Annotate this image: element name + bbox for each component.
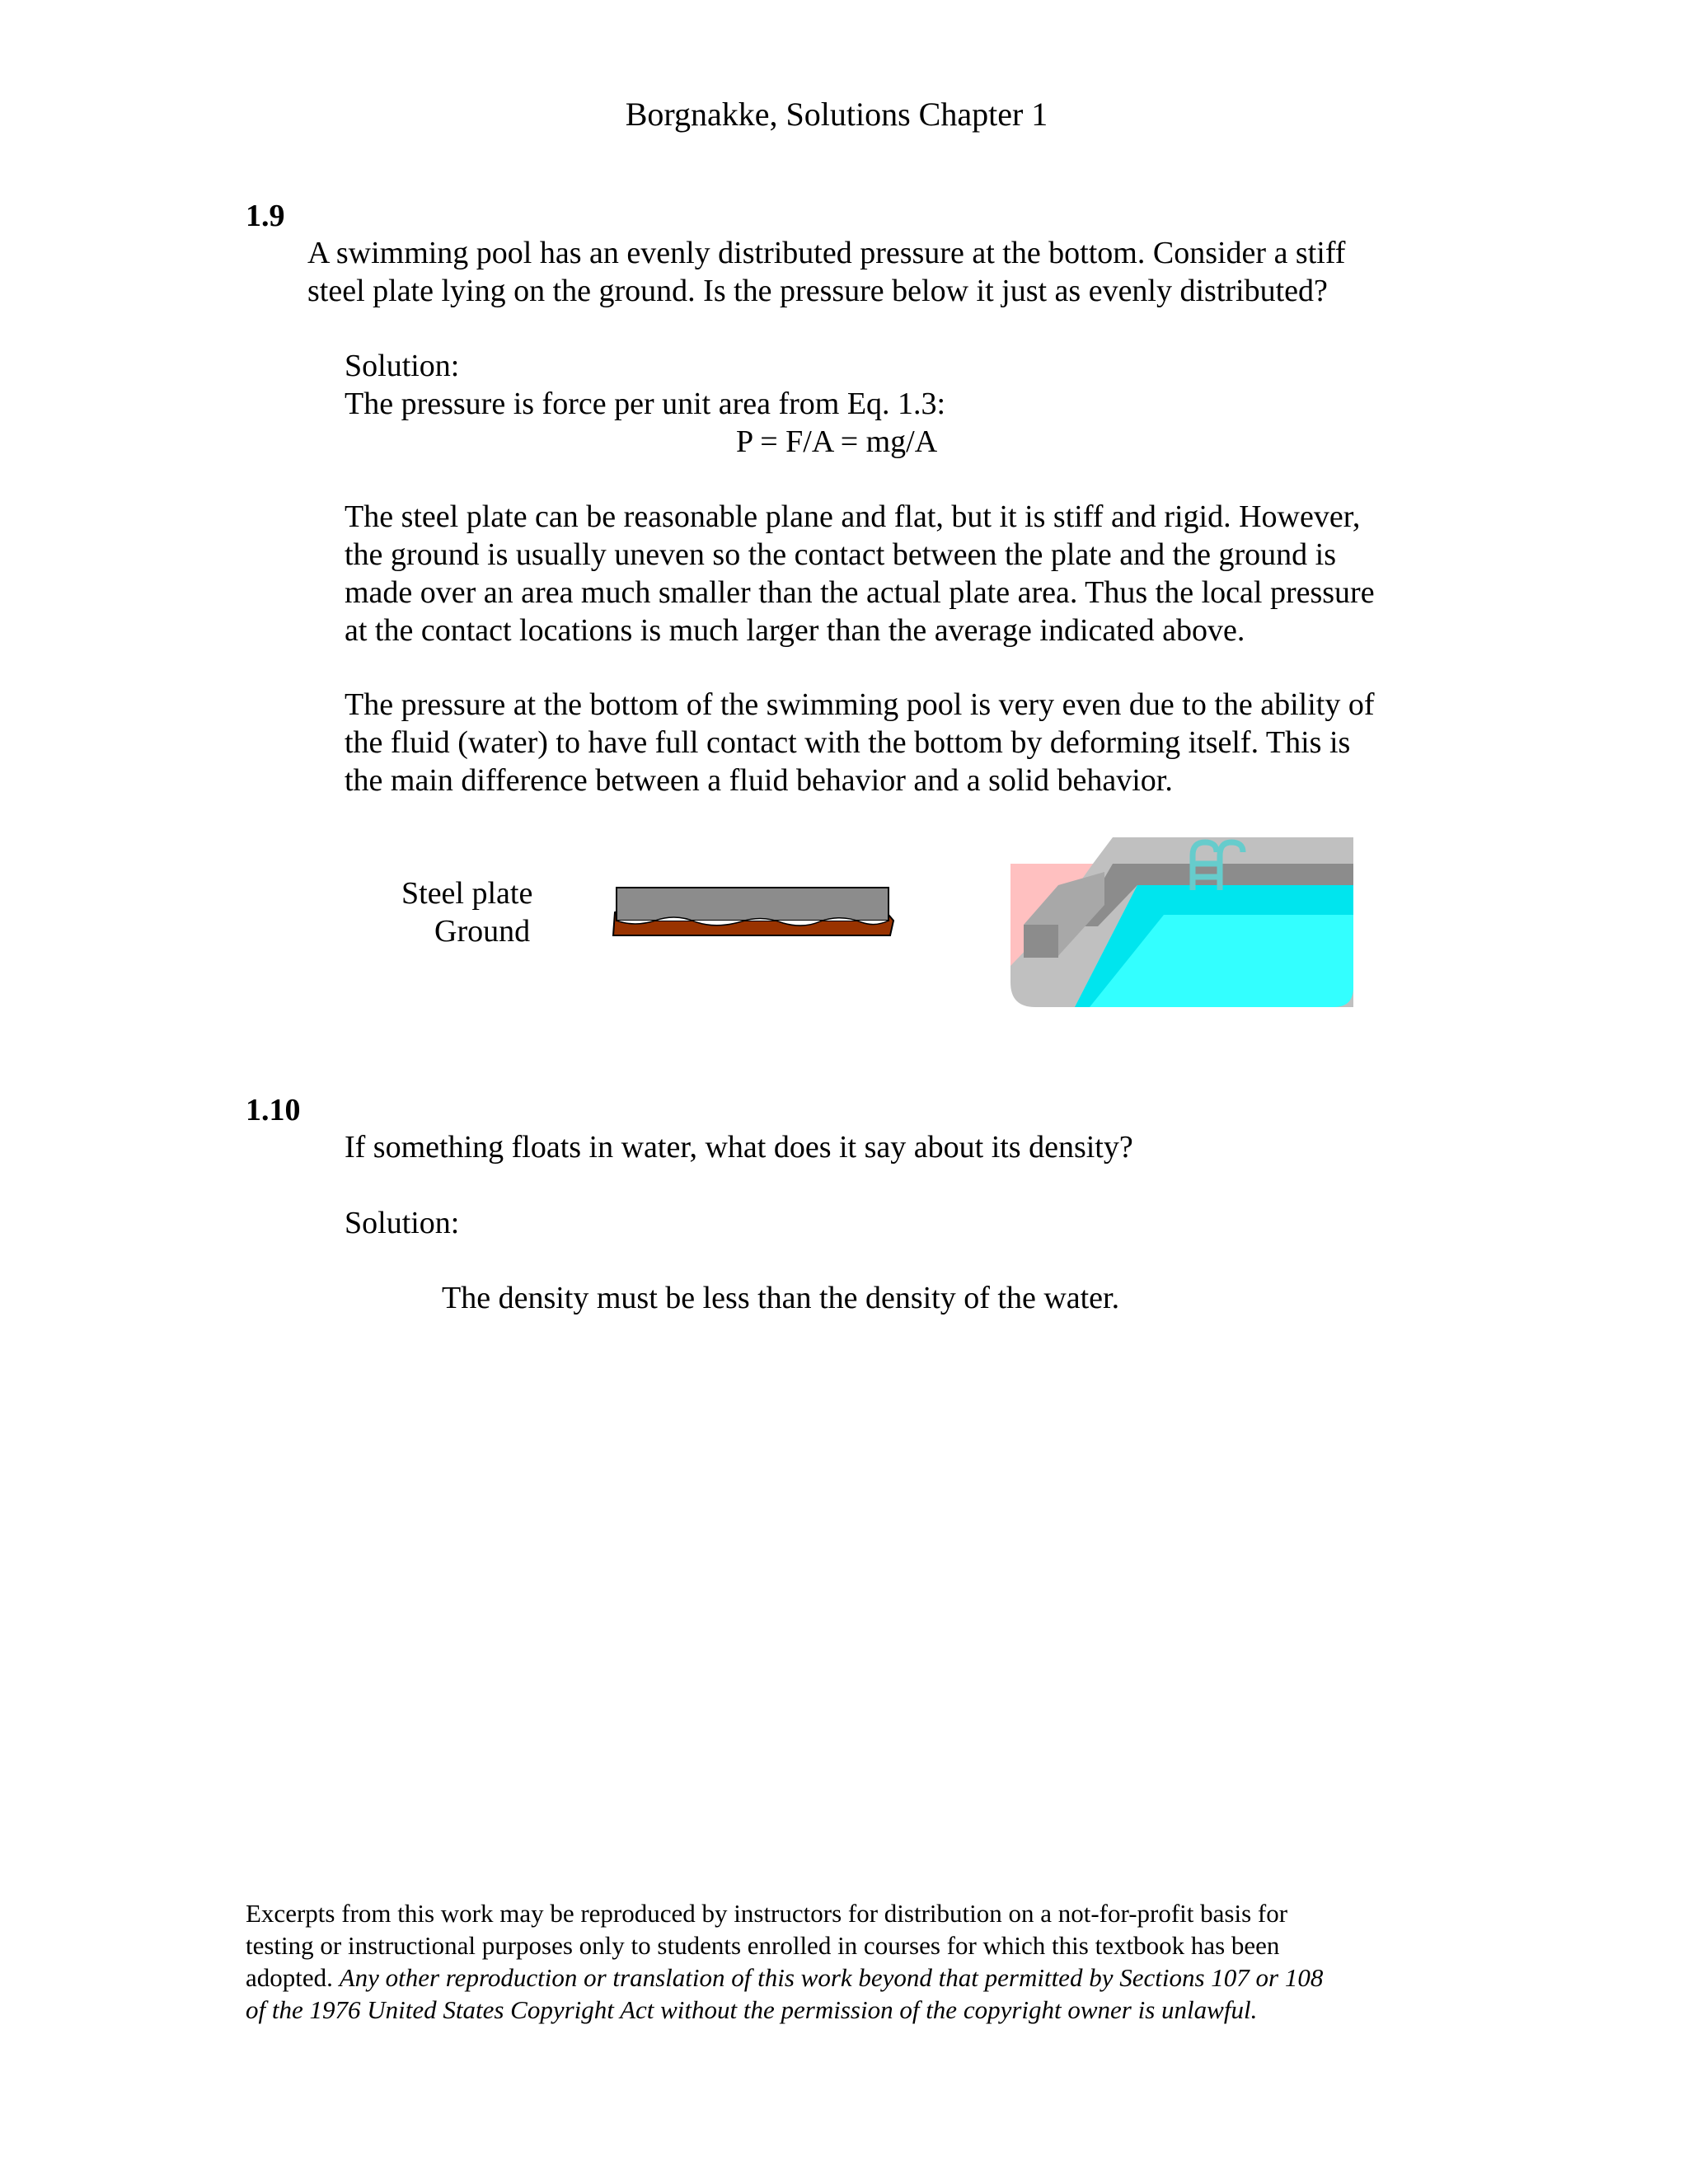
paragraph-line: at the contact locations is much larger than the average indicated above.: [345, 613, 1245, 648]
solution-label-1-10: Solution:: [345, 1206, 460, 1240]
solution-intro: The pressure is force per unit area from Eq. 1.3:: [345, 387, 946, 421]
problem-1-9-question: [307, 234, 1345, 310]
pool-coping-dark: [1024, 925, 1058, 958]
problem-number-1-10: 1.10: [246, 1093, 301, 1127]
solution-paragraph-2: [345, 686, 1375, 799]
page-header: Borgnakke, Solutions Chapter 1: [625, 96, 1048, 133]
copyright-footer: [246, 1897, 1323, 2026]
steel-plate-figure: [610, 886, 898, 952]
steel-plate-shape: [617, 888, 889, 921]
paragraph-line: the fluid (water) to have full contact with the bottom by deforming itself. This is: [345, 725, 1351, 760]
swimming-pool-figure: [1007, 834, 1353, 1007]
footer-line: of the 1976 United States Copyright Act without the permission of the copyright owner is unlawful.: [246, 1995, 1258, 2024]
footer-italic-text: Any other reproduction or translation of this work beyond that permitted by Sections 107 or 108: [339, 1963, 1324, 1992]
problem-1-10-answer: The density must be less than the density of the water.: [442, 1281, 1120, 1315]
footer-plain-text: adopted.: [246, 1963, 340, 1992]
footer-line: testing or instructional purposes only to students enrolled in courses for which this textbook has been: [246, 1931, 1280, 1960]
pressure-equation: P = F/A = mg/A: [736, 424, 938, 459]
problem-1-10-question: If something floats in water, what does it say about its density?: [345, 1130, 1133, 1165]
problem-number-1-9: 1.9: [246, 199, 285, 233]
paragraph-line: the main difference between a fluid behavior and a solid behavior.: [345, 763, 1173, 798]
question-line: steel plate lying on the ground. Is the pressure below it just as evenly distributed?: [307, 274, 1328, 308]
footer-line: [246, 1961, 1323, 1994]
solution-paragraph-1: [345, 498, 1375, 649]
label-ground: Ground: [434, 914, 531, 949]
footer-line: Excerpts from this work may be reproduced by instructors for distribution on a not-for-profit basis for: [246, 1899, 1288, 1928]
question-line: A swimming pool has an evenly distributed pressure at the bottom. Consider a stiff: [307, 236, 1346, 270]
label-steel-plate: Steel plate: [401, 876, 533, 911]
paragraph-line: made over an area much smaller than the actual plate area. Thus the local pressure: [345, 575, 1375, 610]
paragraph-line: The pressure at the bottom of the swimming pool is very even due to the ability of: [345, 687, 1375, 722]
solution-label: Solution:: [345, 349, 460, 383]
paragraph-line: the ground is usually uneven so the contact between the plate and the ground is: [345, 537, 1337, 572]
paragraph-line: The steel plate can be reasonable plane and flat, but it is stiff and rigid. However,: [345, 499, 1361, 534]
